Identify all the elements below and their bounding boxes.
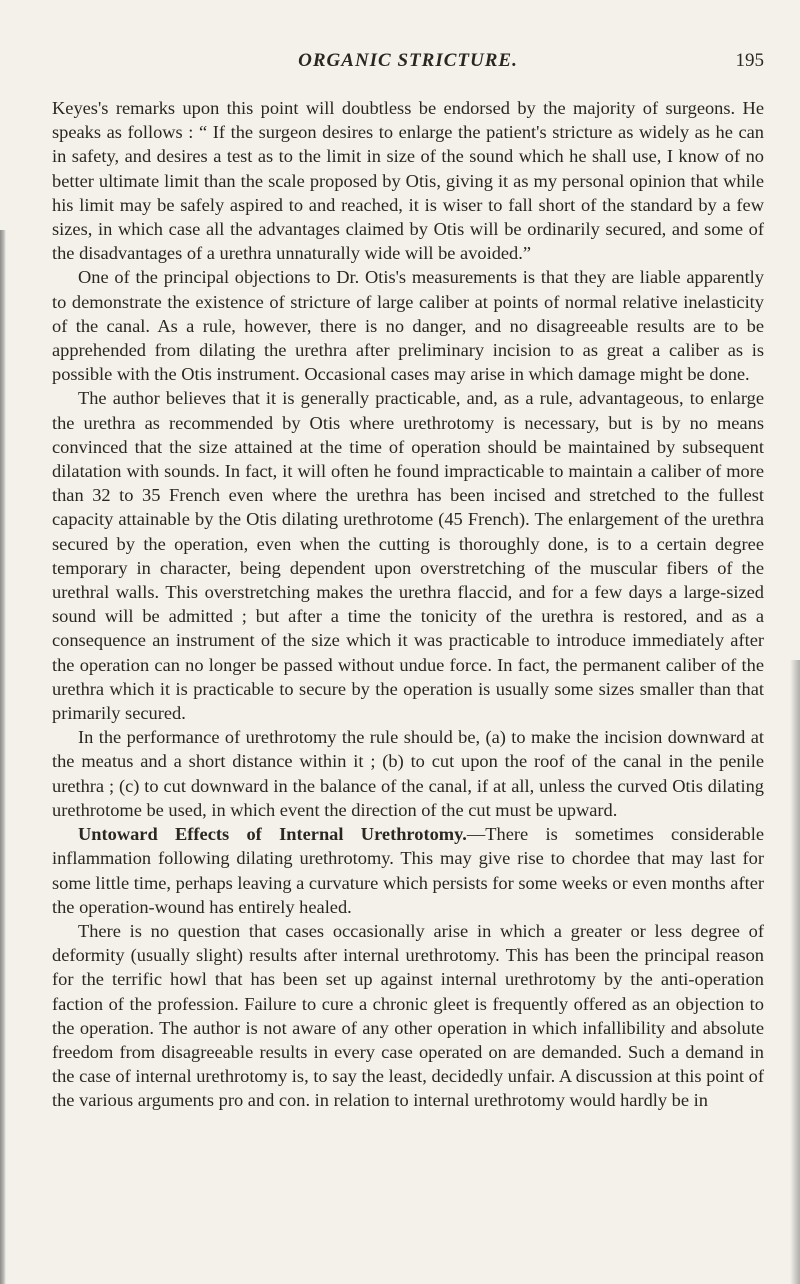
section-heading: Untoward Effects of Internal Urethrotomy.: [78, 824, 467, 845]
page-header: [52, 44, 764, 74]
page-number: 195: [735, 50, 764, 71]
paragraph-text: —There is sometimes considerable inflammation following dilating urethrotomy. This may give rise to chordee that may last for some little time, perhaps leaving a curvature which persists for some weeks or even months after the operation-wound has entirely healed.: [52, 824, 764, 917]
paragraph-text: Keyes's remarks upon this point will doubtless be endorsed by the majority of surgeons. He speaks as follows : “ If the surgeon desires to enlarge the patient's stricture as widely as he can in safety, and desires a test as to the limit in size of the sound which he shall use, I know of no better ultimate limit than the scale proposed by Otis, giving it as my personal opinion that while his limit may be safely aspired to and reached, it is wiser to fall short of the standard by a few sizes, in which case all the advantages claimed by Otis will be ordinarily secured, and some of the disadvantages of a urethra unnaturally wide will be avoided.”: [52, 98, 764, 264]
body-text: [52, 96, 764, 1113]
paragraph-untoward-effects: [52, 822, 764, 919]
paragraph-keyes-quote: [52, 96, 764, 265]
paragraph-rules: [52, 725, 764, 822]
paragraph-text: In the performance of urethrotomy the rule should be, (a) to make the incision downward at the meatus and a short distance within it ; (b) to cut upon the roof of the canal in the penile urethra ; (c) to cut downward in the balance of the canal, if at all, unless the curved Otis dilating urethrotome be used, in which event the direction of the cut must be upward.: [52, 727, 764, 820]
book-page: [52, 44, 764, 1113]
paragraph-text: There is no question that cases occasionally arise in which a greater or less degree of deformity (usually slight) results after internal urethrotomy. This has been the principal reason for the terrific howl that has been set up against internal urethrotomy by the anti-operation faction of the profession. Failure to cure a chronic gleet is frequently offered as an objection to the operation. The author is not aware of any other operation in which infallibility and absolute freedom from disagreeable results in every case operated on are demanded. Such a demand in the case of internal urethrotomy is, to say the least, decidedly unfair. A discussion at this point of the various arguments pro and con. in relation to internal urethrotomy would hardly be in: [52, 920, 764, 1111]
paragraph-text: One of the principal objections to Dr. Otis's measurements is that they are liable apparently to demonstrate the existence of stricture of large caliber at points of normal relative inelasticity of the canal. As a rule, however, there is no danger, and no disagreeable results are to be apprehended from dilating the urethra after preliminary incision to as great a caliber as is possible with the Otis instrument. Occasional cases may arise in which damage might be done.: [52, 267, 764, 385]
page-edge-shadow-left: [0, 230, 6, 1284]
paragraph-author-view: [52, 386, 764, 725]
paragraph-deformity: [52, 919, 764, 1113]
page-edge-shadow-right: [790, 660, 800, 1284]
paragraph-text: The author believes that it is generally practicable, and, as a rule, advantageous, to enlarge the urethra as recommended by Otis where urethrotomy is necessary, but is by no means convinced that the size attained at the time of operation should be maintained by subsequent dilatation with sounds. In fact, it will often he found impracticable to maintain a caliber of more than 32 to 35 French even where the urethra has been incised and stretched to the fullest capacity attainable by the Otis dilating urethrotome (45 French). The enlargement of the urethra secured by the operation, even when the cutting is thoroughly done, is to a certain degree temporary in character, being dependent upon overstretching of the muscular fibers of the urethral walls. This overstretching makes the urethra flaccid, and for a few days a large-sized sound will be admitted ; but after a time the tonicity of the urethra is restored, and as a consequence an instrument of the size which it was practicable to introduce immediately after the operation can no longer be passed without undue force. In fact, the permanent caliber of the urethra which it is practicable to secure by the operation is usually some sizes smaller than that primarily secured.: [52, 388, 764, 724]
running-title: ORGANIC STRICTURE.: [298, 50, 518, 71]
paragraph-otis-objections: [52, 265, 764, 386]
